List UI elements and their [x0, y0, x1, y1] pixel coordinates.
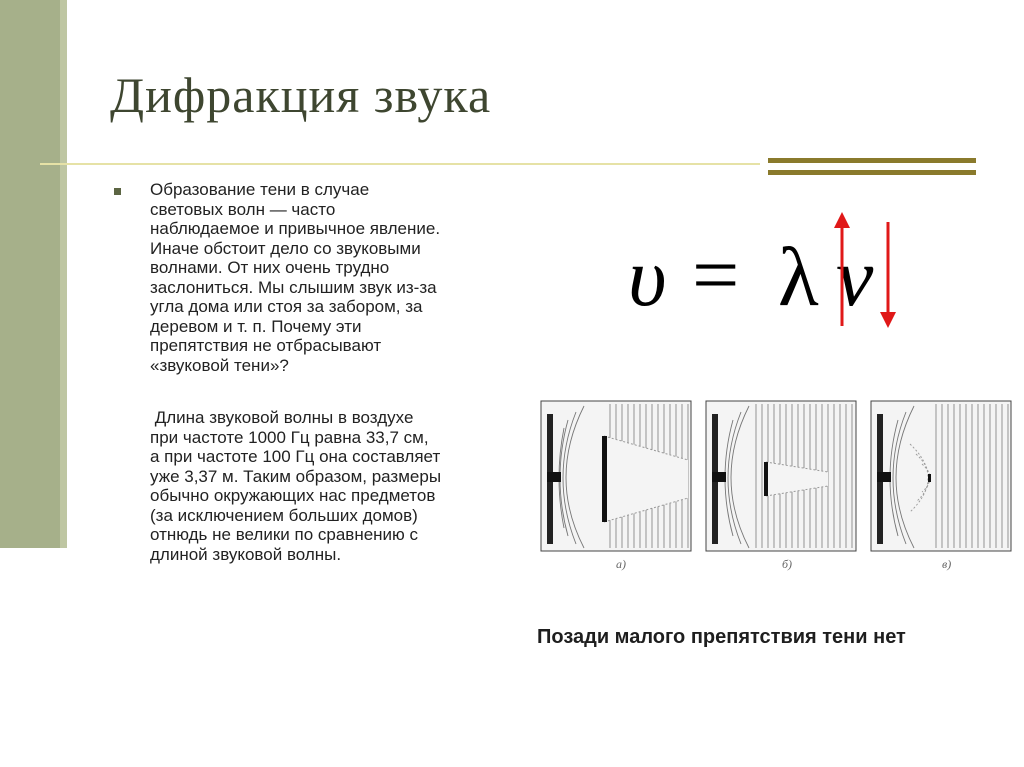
slide-title: Дифракция звука	[110, 67, 492, 123]
wave-formula	[600, 200, 940, 340]
text-line: Иначе обстоит дело со звуковыми	[150, 238, 421, 258]
text-line: (за исключением больших домов)	[150, 505, 418, 525]
formula-lambda: λ	[778, 231, 819, 324]
figure-label-a: а)	[616, 557, 626, 571]
diffraction-panel-b	[706, 401, 856, 551]
figure-label-b: б)	[782, 557, 793, 571]
side-band	[0, 0, 67, 548]
diffraction-panel-c	[871, 401, 1011, 551]
text-line: деревом и т. п. Почему эти	[150, 316, 362, 336]
side-band-edge	[60, 0, 67, 548]
title-underline	[40, 163, 760, 165]
text-line: препятствия не отбрасывают	[150, 336, 382, 355]
accent-rule-top	[768, 158, 976, 163]
formula-equals: =	[692, 229, 740, 322]
accent-rule-bottom	[768, 170, 976, 175]
diffraction-panel-a	[541, 401, 691, 551]
text-line: Длина звуковой волны в воздухе	[150, 408, 414, 427]
paragraph-wavelength	[150, 408, 530, 564]
text-line: угла дома или стоя за забором, за	[150, 297, 423, 316]
text-line: уже 3,37 м. Таким образом, размеры	[150, 466, 442, 486]
figure-caption: Позади малого препятствия тени нет	[537, 626, 906, 648]
formula-velocity: υ	[628, 231, 667, 324]
text-line: обычно окружающих нас предметов	[150, 486, 436, 505]
text-line: отнюдь не велики по сравнению с	[150, 525, 419, 544]
text-line: длиной звуковой волны.	[150, 544, 342, 564]
paragraph-shadow	[150, 180, 530, 375]
text-line: Образование тени в случае	[150, 180, 370, 199]
text-line: а при частоте 100 Гц она составляет	[150, 447, 441, 466]
bullet-square-icon	[114, 188, 121, 195]
text-line: заслониться. Мы слышим звук из-за	[150, 277, 437, 297]
text-line: «звуковой тени»?	[150, 355, 289, 375]
formula-nu: ν	[836, 231, 874, 324]
figure-label-c: в)	[942, 557, 952, 571]
text-line: при частоте 1000 Гц равна 33,7 см,	[150, 427, 429, 447]
text-line: волнами. От них очень трудно	[150, 258, 390, 277]
diffraction-figure	[538, 398, 1018, 583]
text-line: наблюдаемое и привычное явление.	[150, 219, 441, 238]
text-line: световых волн — часто	[150, 199, 336, 219]
arrow-down-icon	[880, 222, 896, 328]
